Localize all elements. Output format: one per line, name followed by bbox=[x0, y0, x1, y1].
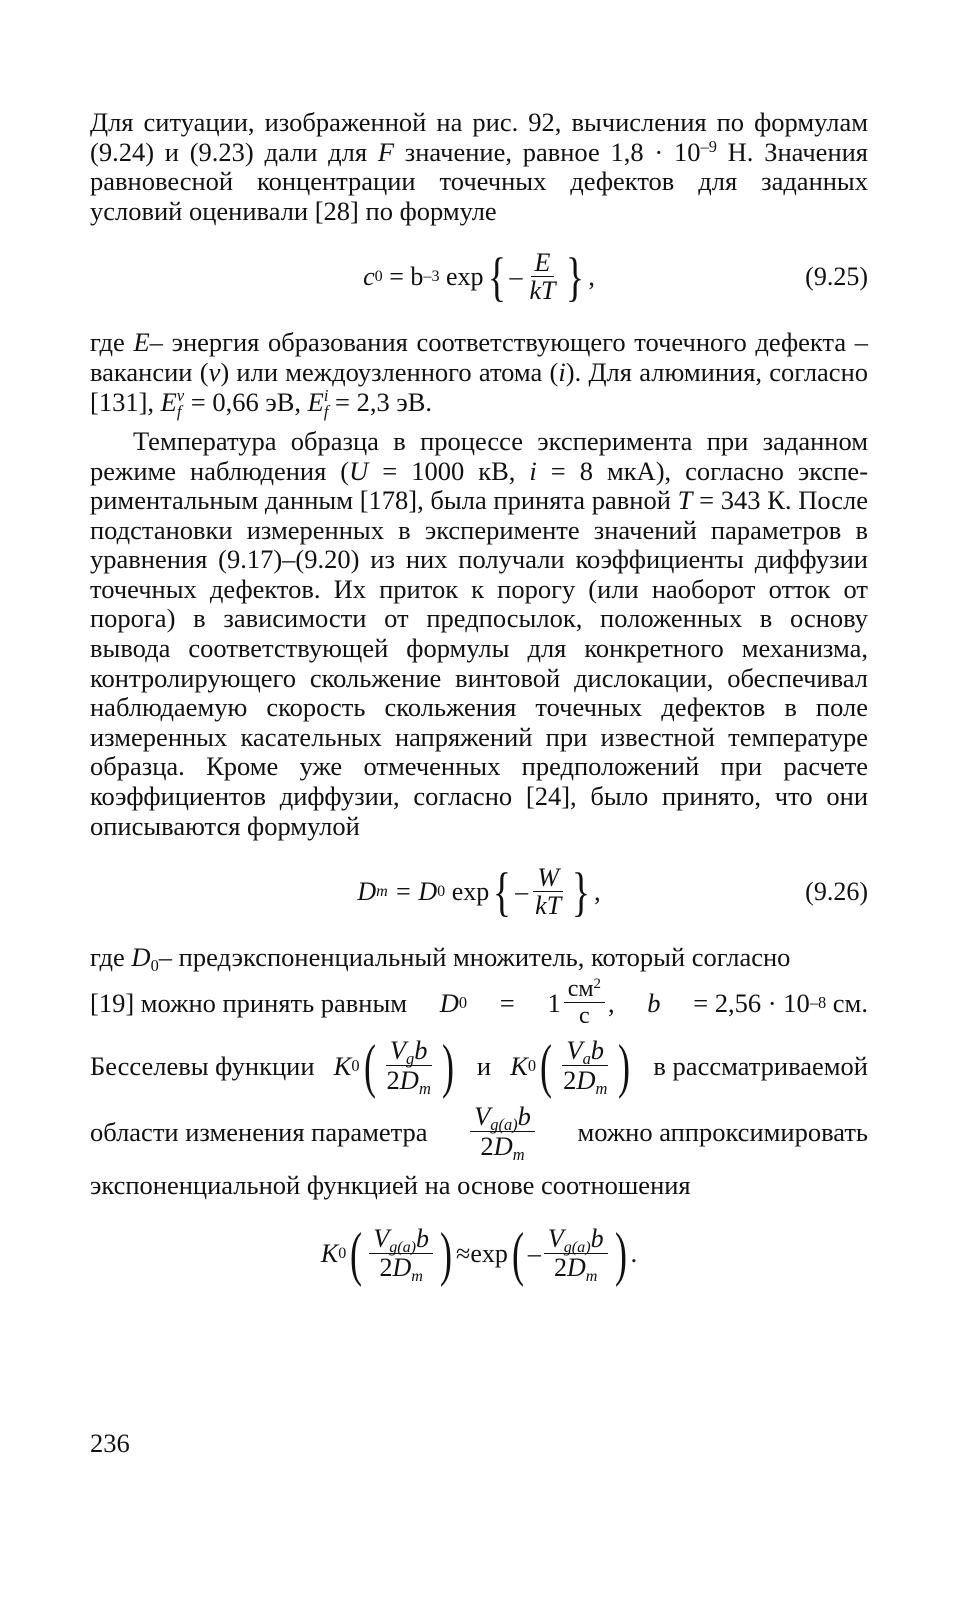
var-i: i bbox=[558, 356, 566, 387]
sub: g(a) bbox=[490, 1115, 518, 1135]
value: = 0,66 эВ, bbox=[190, 386, 302, 417]
var-v: v bbox=[208, 356, 221, 387]
eq-symbol: D bbox=[357, 877, 377, 907]
var-E: E bbox=[133, 327, 150, 358]
right-paren: ) bbox=[618, 1033, 631, 1100]
b: b bbox=[590, 1035, 605, 1066]
sub: a bbox=[582, 1049, 591, 1069]
V: V bbox=[566, 1035, 583, 1066]
V: V bbox=[373, 1224, 390, 1254]
var-i: i bbox=[529, 455, 537, 486]
V: V bbox=[474, 1101, 491, 1132]
b: b bbox=[414, 1035, 428, 1066]
paragraph-3 bbox=[90, 427, 868, 841]
left-paren: ( bbox=[350, 1220, 363, 1287]
right-brace: } bbox=[572, 861, 591, 922]
paragraph-1 bbox=[90, 108, 868, 226]
fraction-parameter bbox=[470, 1101, 535, 1165]
text: [19] можно принять равным bbox=[90, 987, 408, 1018]
minus-sign: – bbox=[515, 877, 529, 907]
text: ). Для алюминия, согласно [131], bbox=[90, 356, 868, 417]
equals: = bbox=[499, 987, 515, 1018]
minus-sign: – bbox=[527, 1238, 541, 1268]
equation-number: (9.26) bbox=[805, 877, 868, 907]
bessel-k0-g: K 0 ( $\frac{V_gb}{2D_m}$ ) bbox=[333, 1033, 454, 1100]
var-E: E bbox=[307, 386, 324, 417]
fraction bbox=[383, 1035, 435, 1099]
sub-f: f bbox=[176, 402, 182, 422]
unit: см. bbox=[832, 987, 868, 1018]
right-paren: ) bbox=[440, 1220, 453, 1287]
minus-sign: – bbox=[509, 262, 523, 292]
comma: , bbox=[594, 877, 601, 907]
text: можно аппроксимировать bbox=[577, 1116, 868, 1147]
var-T: T bbox=[677, 485, 693, 516]
V: V bbox=[389, 1035, 407, 1066]
numerator: W bbox=[533, 864, 563, 892]
line-bessel bbox=[90, 1033, 868, 1100]
comma: , bbox=[607, 987, 615, 1018]
fraction bbox=[525, 249, 559, 306]
equation-9-26: D m = D 0 exp { – $\frac{W}{kT}$ } , (9.26) bbox=[357, 861, 868, 922]
right-brace: } bbox=[566, 246, 585, 307]
two: 2 bbox=[554, 1252, 567, 1282]
right-paren: ) bbox=[441, 1033, 454, 1100]
K: K bbox=[320, 1238, 339, 1268]
approx-sign: ≈ bbox=[456, 1238, 471, 1268]
equation-number: (9.25) bbox=[805, 262, 868, 292]
D: D bbox=[567, 1252, 586, 1282]
text: = 8 мкА), согласно экспериментальным данным [178], была принята равной bbox=[90, 455, 869, 516]
text: области изменения параметра bbox=[90, 1116, 428, 1147]
unit: см bbox=[567, 975, 594, 1002]
text: – предэкспоненциальный множитель, который согласно bbox=[158, 942, 791, 973]
paragraph-4 bbox=[90, 942, 868, 976]
left-brace: { bbox=[493, 861, 512, 922]
text: где bbox=[90, 942, 125, 973]
unit: с bbox=[579, 1003, 590, 1030]
text: в рассматриваемой bbox=[653, 1050, 868, 1081]
text: Температура образца в процессе эксперимента при заданном режиме наблюдения ( bbox=[90, 425, 868, 486]
text: Для ситуации, изображенной на рис. 92, вычисления по формулам (9.24) и (9.23) дали для bbox=[90, 107, 868, 167]
sub: m bbox=[512, 1145, 525, 1165]
two: 2 bbox=[480, 1131, 494, 1162]
D: D bbox=[493, 1131, 513, 1162]
bessel-k0-a: K 0 ( $\frac{V_ab}{2D_m}$ ) bbox=[510, 1033, 631, 1100]
sub: 0 bbox=[150, 956, 159, 976]
V: V bbox=[547, 1224, 564, 1254]
exp-function: exp bbox=[470, 1238, 508, 1268]
line-parameter bbox=[90, 1101, 868, 1165]
text: Бесселевы функции bbox=[90, 1050, 315, 1081]
equation-9-25: c 0 = b –3 exp { – $\frac{E}{kT}$ } , (9.25) bbox=[363, 246, 868, 307]
left-paren: ( bbox=[540, 1033, 553, 1100]
left-brace: { bbox=[487, 246, 506, 307]
exp-function: exp bbox=[446, 262, 484, 292]
D: D bbox=[576, 1065, 596, 1096]
value: = 2,56 · 10 bbox=[693, 987, 810, 1018]
text: = 343 К. После подстановки измеренных в эксперименте значений параметров в уравнения (9.17)–(9.20) из них получали коэффициенты диффузии точечных дефектов. Их приток к порогу (или наоборот отток от порога) в зависимости от предпосылок, положенных в основу вывода соответствующей формулы для конкретного механизма, контролирующего скольжение винтовой дислокации, обеспечивал наблюдаемую скорость скольжения точечных дефектов в поле измеренных касательных напряжений при известной температуре образца. Кроме уже отмеченных предположений при расчете коэффициентов диффузии, согласно [24], было принято, что они описываются формулой bbox=[90, 485, 869, 841]
D: D bbox=[392, 1252, 412, 1282]
sub-f: f bbox=[323, 402, 329, 422]
var-D: D bbox=[131, 942, 151, 973]
text: Н. Значения равновесной концентрации точечных дефектов для заданных условий оценивали [28] по формуле bbox=[90, 136, 868, 226]
unit-sup: 2 bbox=[593, 975, 601, 992]
b: b bbox=[590, 1224, 604, 1254]
fraction bbox=[531, 864, 565, 921]
text: = 1000 кВ, bbox=[382, 455, 516, 486]
sub: g bbox=[406, 1049, 415, 1069]
line-d0-value: [19] можно принять равным D 0 = 1 $\frac{см^2}{с}$ , b = 2,56 · 10 –8 см. bbox=[90, 975, 868, 1030]
sub: m bbox=[411, 1267, 423, 1285]
sub: g(a) bbox=[389, 1239, 417, 1257]
sub: m bbox=[585, 1267, 598, 1285]
var-b: b bbox=[647, 987, 661, 1018]
page-body bbox=[90, 108, 868, 1311]
sub: m bbox=[595, 1079, 608, 1099]
fraction bbox=[544, 1224, 608, 1285]
sup-v: v bbox=[176, 386, 185, 406]
equation-approx: K 0 ( $\frac{V_{g(a)}b}{2D_m}$ ) ≈ exp ( – $\frac{V_{g(a)}b}{2D_m}$ ) . bbox=[320, 1220, 638, 1287]
eq-text: = b bbox=[389, 262, 424, 292]
comma: , bbox=[588, 262, 595, 292]
denominator: kT bbox=[535, 891, 562, 921]
sup-i: i bbox=[323, 386, 329, 406]
text: ) или междоузленного атома ( bbox=[220, 356, 559, 387]
var-U: U bbox=[349, 455, 369, 486]
exponent: –9 bbox=[700, 136, 717, 156]
text: значение, равное 1,8 · 10 bbox=[404, 136, 701, 167]
left-paren: ( bbox=[363, 1033, 376, 1100]
paragraph-2 bbox=[90, 328, 868, 421]
K: K bbox=[333, 1050, 352, 1081]
denominator: kT bbox=[529, 276, 556, 306]
b: b bbox=[416, 1224, 430, 1254]
period: . bbox=[630, 1238, 638, 1268]
value: = 2,3 эВ. bbox=[335, 386, 433, 417]
sub: m bbox=[418, 1079, 431, 1099]
K: K bbox=[510, 1050, 528, 1081]
fraction bbox=[369, 1224, 433, 1285]
D: D bbox=[399, 1065, 419, 1096]
eq-symbol: c bbox=[363, 262, 375, 292]
eq-text: = D bbox=[394, 877, 438, 907]
text: и bbox=[476, 1050, 492, 1081]
value: 1 bbox=[547, 987, 561, 1018]
var-E: E bbox=[160, 386, 177, 417]
page-number: 236 bbox=[90, 1428, 130, 1458]
left-paren: ( bbox=[511, 1220, 524, 1287]
paragraph-8: экспоненциальной функцией на основе соотношения bbox=[90, 1170, 691, 1201]
var-D: D bbox=[439, 987, 459, 1018]
exp-function: exp bbox=[451, 877, 490, 907]
two: 2 bbox=[563, 1065, 577, 1096]
text: где bbox=[90, 327, 125, 358]
text: – энергия образования соответствующего точечного дефекта – вакансии ( bbox=[90, 327, 869, 387]
var-F: F bbox=[377, 136, 394, 167]
two: 2 bbox=[379, 1252, 393, 1282]
fraction-unit bbox=[564, 977, 605, 1030]
right-paren: ) bbox=[614, 1220, 627, 1287]
numerator: E bbox=[531, 249, 555, 277]
fraction bbox=[559, 1035, 611, 1099]
two: 2 bbox=[386, 1065, 400, 1096]
b: b bbox=[517, 1101, 531, 1132]
sub: g(a) bbox=[563, 1239, 591, 1257]
